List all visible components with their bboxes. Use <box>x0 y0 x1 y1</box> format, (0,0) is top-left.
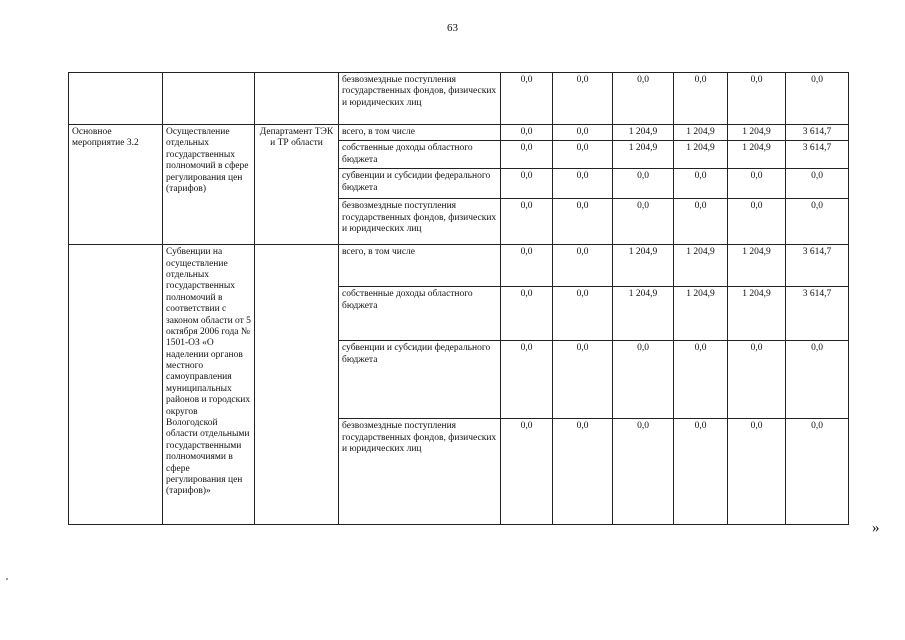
responsible-cell <box>255 245 339 525</box>
value-cell: 0,0 <box>674 419 728 525</box>
activity-name-cell: Осуществление отдельных государственных полномочий в сфере регулирования цен (тарифов) <box>163 125 255 245</box>
value-cell: 0,0 <box>553 341 613 419</box>
source-cell: субвенции и субсидии федерального бюджета <box>339 341 501 419</box>
value-cell: 0,0 <box>501 287 553 341</box>
value-cell: 0,0 <box>728 169 786 199</box>
value-cell: 0,0 <box>613 419 674 525</box>
source-cell: собственные доходы областного бюджета <box>339 287 501 341</box>
name-cell <box>163 73 255 125</box>
value-cell: 3 614,7 <box>786 287 849 341</box>
value-cell: 0,0 <box>501 73 553 125</box>
source-cell: безвозмездные поступления государственных фондов, физических и юридических лиц <box>339 419 501 525</box>
value-cell: 1 204,9 <box>728 125 786 141</box>
value-cell: 0,0 <box>553 287 613 341</box>
activity-name-cell: Субвенции на осуществление отдельных государственных полномочий в соответствии с законом области от 5 октября 2006 года № 1501-ОЗ «О наделении органов местного самоуправления муниципальных районов и городских округов Вологодской области отдельными государственными полномочиями в сфере регулирования цен (тарифов)» <box>163 245 255 525</box>
value-cell: 0,0 <box>553 245 613 287</box>
value-cell: 0,0 <box>786 341 849 419</box>
value-cell: 0,0 <box>501 141 553 169</box>
value-cell: 0,0 <box>501 125 553 141</box>
value-cell: 3 614,7 <box>786 125 849 141</box>
responsible-cell: Департамент ТЭК и ТР области <box>255 125 339 245</box>
value-cell: 0,0 <box>728 199 786 245</box>
value-cell: 1 204,9 <box>613 287 674 341</box>
source-cell: субвенции и субсидии федерального бюджета <box>339 169 501 199</box>
value-cell: 1 204,9 <box>613 125 674 141</box>
value-cell: 0,0 <box>728 341 786 419</box>
value-cell: 0,0 <box>501 245 553 287</box>
value-cell: 0,0 <box>728 73 786 125</box>
value-cell: 1 204,9 <box>728 245 786 287</box>
value-cell: 0,0 <box>613 341 674 419</box>
value-cell: 0,0 <box>501 341 553 419</box>
value-cell: 1 204,9 <box>728 141 786 169</box>
activity-code-cell: Основное мероприятие 3.2 <box>69 125 163 245</box>
value-cell: 0,0 <box>501 169 553 199</box>
source-cell: собственные доходы областного бюджета <box>339 141 501 169</box>
source-cell: всего, в том числе <box>339 245 501 287</box>
value-cell: 0,0 <box>553 73 613 125</box>
value-cell: 0,0 <box>674 73 728 125</box>
scan-speck <box>6 578 8 580</box>
value-cell: 0,0 <box>501 419 553 525</box>
value-cell: 1 204,9 <box>613 245 674 287</box>
value-cell: 0,0 <box>674 169 728 199</box>
value-cell: 1 204,9 <box>674 141 728 169</box>
value-cell: 0,0 <box>553 199 613 245</box>
value-cell: 0,0 <box>553 141 613 169</box>
value-cell: 1 204,9 <box>674 125 728 141</box>
value-cell: 0,0 <box>613 73 674 125</box>
value-cell: 0,0 <box>613 169 674 199</box>
source-cell: безвозмездные поступления государственных фондов, физических и юридических лиц <box>339 199 501 245</box>
table-row <box>69 73 849 125</box>
value-cell: 1 204,9 <box>728 287 786 341</box>
value-cell: 0,0 <box>786 419 849 525</box>
value-cell: 0,0 <box>786 73 849 125</box>
table-row <box>69 245 849 287</box>
value-cell: 0,0 <box>674 199 728 245</box>
closing-quote-mark: » <box>872 520 880 536</box>
value-cell: 1 204,9 <box>674 245 728 287</box>
responsible-cell <box>255 73 339 125</box>
code-cell <box>69 73 163 125</box>
activity-code-cell <box>69 245 163 525</box>
value-cell: 0,0 <box>786 169 849 199</box>
value-cell: 0,0 <box>553 169 613 199</box>
table-row <box>69 125 849 141</box>
source-cell: безвозмездные поступления государственных фондов, физических и юридических лиц <box>339 73 501 125</box>
value-cell: 0,0 <box>501 199 553 245</box>
financing-table <box>68 72 849 525</box>
page-number: 63 <box>447 22 458 34</box>
source-cell: всего, в том числе <box>339 125 501 141</box>
value-cell: 0,0 <box>674 341 728 419</box>
value-cell: 3 614,7 <box>786 245 849 287</box>
value-cell: 0,0 <box>786 199 849 245</box>
value-cell: 0,0 <box>553 125 613 141</box>
value-cell: 1 204,9 <box>674 287 728 341</box>
value-cell: 0,0 <box>728 419 786 525</box>
value-cell: 0,0 <box>613 199 674 245</box>
value-cell: 1 204,9 <box>613 141 674 169</box>
value-cell: 0,0 <box>553 419 613 525</box>
value-cell: 3 614,7 <box>786 141 849 169</box>
